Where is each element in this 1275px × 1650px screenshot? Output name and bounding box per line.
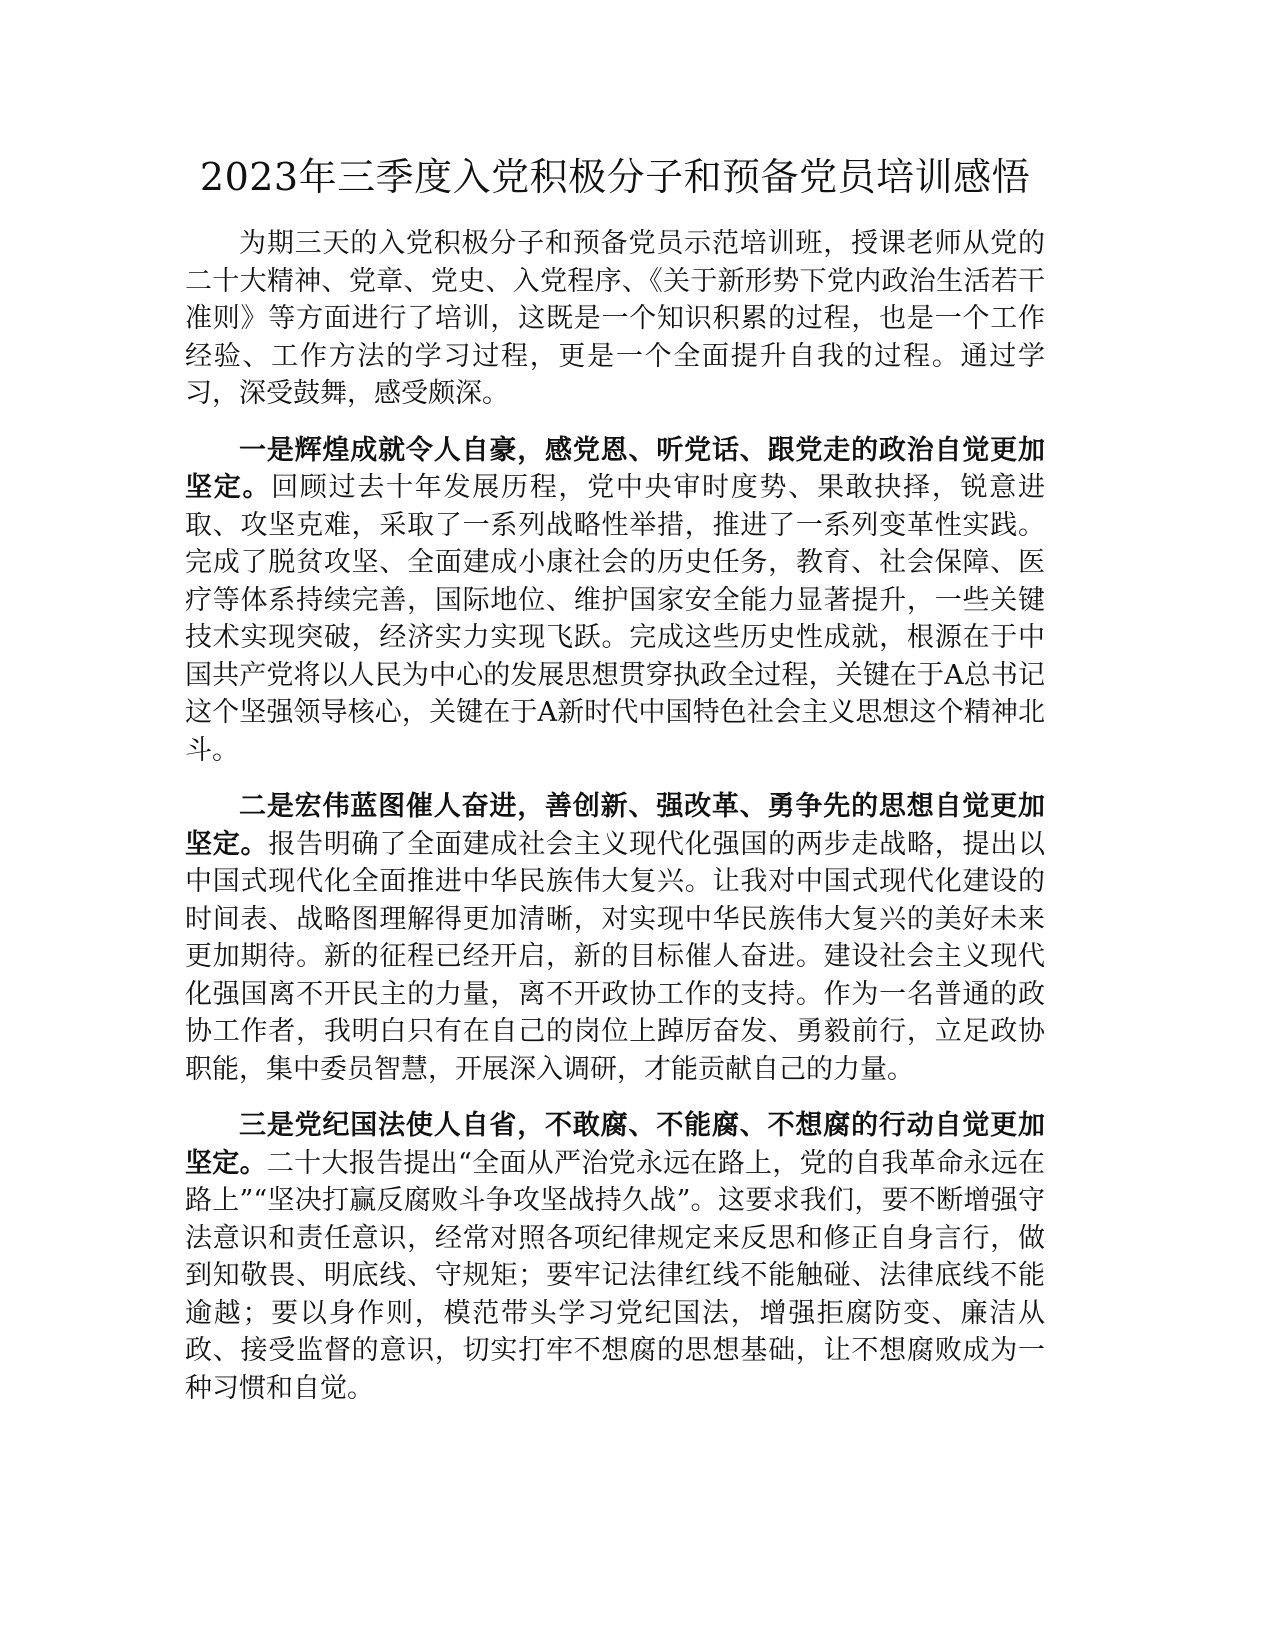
document-title: 2023年三季度入党积极分子和预备党员培训感悟 — [199, 155, 1031, 199]
section-2-lead: 二是宏伟蓝图催人奋进，善创新、强改革、勇争先的思想自觉更加坚定。 — [185, 791, 1045, 860]
section-1-lead: 一是辉煌成就令人自豪，感党恩、听党话、跟党走的政治自觉更加坚定。 — [185, 434, 1045, 503]
intro-paragraph: 为期三天的入党积极分子和预备党员示范培训班，授课老师从党的二十大精神、党章、党史、入党程序、《关于新形势下党内政治生活若干准则》等方面进行了培训，这既是一个知识积累的过程，也是一个工作经验、工作方法的学习过程，更是一个全面提升自我的过程。通过学习，深受鼓舞，感受颇深。 — [185, 228, 1045, 409]
section-paragraph-3 — [185, 1107, 1045, 1407]
section-1-body: 回顾过去十年发展历程，党中央审时度势、果敢抉择，锐意进取、攻坚克难，采取了一系列战略性举措，推进了一系列变革性实践。完成了脱贫攻坚、全面建成小康社会的历史任务，教育、社会保障、医疗等体系持续完善，国际地位、维护国家安全能力显著提升，一些关键技术实现突破，经济实力实现飞跃。完成这些历史性成就，根源在于中国共产党将以人民为中心的发展思想贯穿执政全过程，关键在于A总书记这个坚强领导核心，关键在于A新时代中国特色社会主义思想这个精神北斗。 — [185, 472, 1046, 766]
section-3-body: 二十大报告提出“全面从严治党永远在路上，党的自我革命永远在路上”“坚决打赢反腐败斗争攻坚战持久战”。这要求我们，要不断增强守法意识和责任意识，经常对照各项纪律规定来反思和修正自身言行，做到知敬畏、明底线、守规矩；要牢记法律红线不能触碰、法律底线不能逾越；要以身作则，模范带头学习党纪国法，增强拒腐防变、廉洁从政、接受监督的意识，切实打牢不想腐的思想基础，让不想腐败成为一种习惯和自觉。 — [185, 1147, 1045, 1404]
section-2-body: 报告明确了全面建成社会主义现代化强国的两步走战略，提出以中国式现代化全面推进中华民族伟大复兴。让我对中国式现代化建设的时间表、战略图理解得更加清晰，对实现中华民族伟大复兴的美好未来更加期待。新的征程已经开启，新的目标催人奋进。建设社会主义现代化强国离不开民主的力量，离不开政协工作的支持。作为一名普通的政协工作者，我明白只有在自己的岗位上踔厉奋发、勇毅前行，立足政协职能，集中委员智慧，开展深入调研，才能贡献自己的力量。 — [185, 828, 1046, 1085]
section-paragraph-1 — [185, 432, 1045, 770]
section-paragraph-2 — [185, 788, 1045, 1088]
section-3-lead: 三是党纪国法使人自省，不敢腐、不能腐、不想腐的行动自觉更加坚定。 — [185, 1110, 1045, 1179]
